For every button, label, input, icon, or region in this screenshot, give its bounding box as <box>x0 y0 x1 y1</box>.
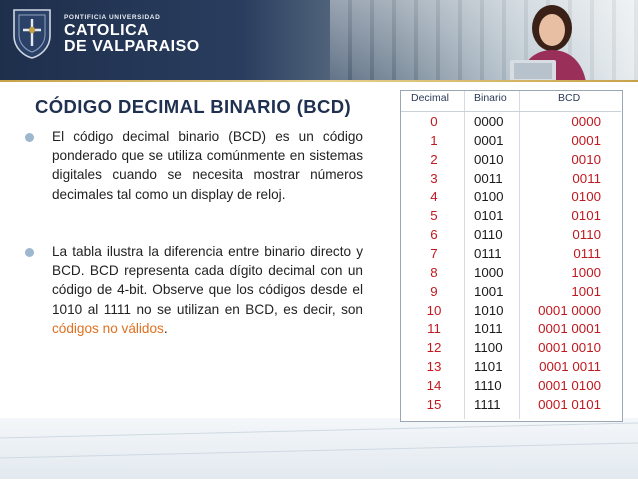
bcd-cell: 0001 0101 <box>538 396 601 412</box>
bcd-cell: 0110 <box>572 227 601 243</box>
bullet-paragraph-1: El código decimal binario (BCD) es un código ponderado que se utiliza comúnmente en sistemas digitales cuando se necesita mostrar números decimales tal como un display de reloj. <box>52 129 363 202</box>
bullet-paragraph-2 <box>52 242 363 338</box>
university-name-small: PONTIFICIA UNIVERSIDAD <box>64 14 161 21</box>
bcd-cell: 0111 <box>573 245 601 261</box>
decimal-cell: 10 <box>426 302 442 318</box>
bcd-cell: 0001 0010 <box>538 340 601 356</box>
binary-cell: 0000 <box>474 114 504 129</box>
column-divider <box>464 91 465 419</box>
bcd-cell: 0001 0000 <box>538 302 601 318</box>
decimal-cell: 8 <box>430 264 438 280</box>
decimal-cell: 12 <box>426 340 442 356</box>
binary-cell: 1100 <box>474 340 503 356</box>
bcd-cell: 0001 0001 <box>538 321 601 337</box>
decimal-cell: 4 <box>430 189 438 205</box>
binary-cell: 1111 <box>474 396 501 412</box>
decimal-cell: 5 <box>430 208 438 224</box>
university-name-line1: CATOLICA <box>64 22 150 39</box>
bcd-cell: 0001 0100 <box>538 377 601 393</box>
bcd-cell: 1000 <box>571 264 601 280</box>
binary-cell: 1010 <box>474 302 504 318</box>
header-bcd: BCD <box>558 92 581 104</box>
bcd-cell: 1001 <box>571 283 601 299</box>
binary-cell: 0010 <box>474 151 504 167</box>
binary-cell: 1011 <box>474 321 503 337</box>
paragraph-end: . <box>163 320 168 336</box>
binary-cell: 0100 <box>474 189 504 205</box>
header-binario: Binario <box>474 92 507 104</box>
decimal-cell: 13 <box>426 359 442 375</box>
footer-numbers-graphic <box>0 418 638 479</box>
highlight-text: códigos no válidos <box>52 320 164 336</box>
bullet-marker <box>25 133 34 142</box>
decimal-cell: 7 <box>430 245 438 261</box>
binary-cell: 1001 <box>474 283 504 299</box>
slide-title: CÓDIGO DECIMAL BINARIO (BCD) <box>35 96 352 117</box>
binary-cell: 0110 <box>474 227 503 243</box>
binary-cell: 0001 <box>474 132 504 148</box>
bcd-cell: 0001 <box>571 132 601 148</box>
decimal-cell: 6 <box>430 227 438 243</box>
binary-cell: 0101 <box>474 208 504 224</box>
decimal-cell: 11 <box>427 321 441 337</box>
decimal-cell: 9 <box>430 283 438 299</box>
decimal-cell: 14 <box>426 377 442 393</box>
decimal-cell: 3 <box>430 170 438 186</box>
decimal-cell: 0 <box>430 114 438 129</box>
header-divider <box>0 80 638 82</box>
bcd-cell: 0100 <box>571 189 601 205</box>
university-crest-icon <box>10 6 54 60</box>
bcd-cell: 0101 <box>571 208 601 224</box>
binary-cell: 0011 <box>474 170 503 186</box>
header-decimal: Decimal <box>411 92 449 104</box>
footer-decoration <box>0 418 638 479</box>
paragraph-text: La tabla ilustra la diferencia entre binario directo y BCD. BCD representa cada dígito decimal con un código de 4-bit. Observe que los códigos desde el 1010 al 1111 no se utilizan en BCD, es decir, son <box>52 244 363 317</box>
binary-cell: 1000 <box>474 264 504 280</box>
header-banner <box>0 0 638 82</box>
decimal-cell: 2 <box>430 151 438 167</box>
header-rule <box>401 111 621 112</box>
decimal-cell: 1 <box>430 132 438 148</box>
bcd-cell: 0010 <box>571 151 601 167</box>
bcd-cell: 0011 <box>572 170 601 186</box>
student-photo <box>490 2 608 82</box>
binary-cell: 1101 <box>474 359 503 375</box>
bcd-cell: 0000 <box>571 114 601 129</box>
bullet-marker <box>25 248 34 257</box>
bcd-cell: 0001 0011 <box>539 359 601 375</box>
binary-cell: 1110 <box>474 377 502 393</box>
binary-cell: 0111 <box>474 245 502 261</box>
decimal-cell: 15 <box>426 396 442 412</box>
university-name-line2: DE VALPARAISO <box>64 38 200 55</box>
